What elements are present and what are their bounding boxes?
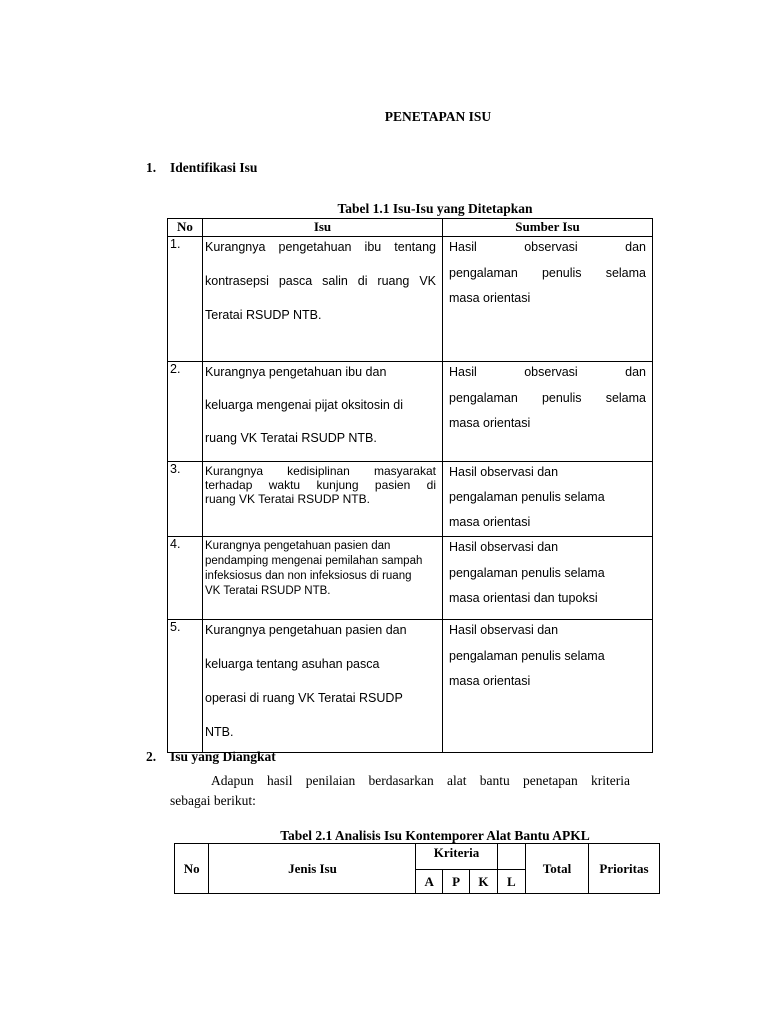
header-total: Total	[526, 844, 589, 894]
issue-text-line: operasi di ruang VK Teratai RSUDP	[205, 691, 403, 705]
source-text-line: Hasil observasi dan	[449, 540, 559, 554]
table-2-caption: Tabel 2.1 Analisis Isu Kontemporer Alat Bantu APKL	[280, 828, 590, 843]
criteria-k: K	[470, 870, 497, 894]
section-1-heading: Identifikasi Isu	[170, 160, 258, 175]
issue-cell	[203, 462, 443, 537]
paragraph-line: Adapun hasil penilaian berdasarkan alat bantu penetapan kriteria	[211, 773, 630, 788]
source-text-line: pengalaman penulis selama	[449, 391, 646, 405]
source-text-line: pengalaman penulis selama	[449, 490, 605, 504]
issue-text-line: keluarga tentang asuhan pasca	[205, 657, 380, 671]
criteria-l: L	[497, 870, 525, 894]
apkl-analysis-table	[174, 843, 660, 894]
row-number: 1.	[168, 237, 203, 362]
header-blank	[497, 844, 525, 870]
paragraph-line: sebagai berikut:	[170, 793, 256, 808]
section-2-number: 2.	[146, 749, 157, 764]
source-cell	[443, 620, 653, 753]
source-text-line: pengalaman penulis selama	[449, 649, 605, 663]
row-number: 2.	[168, 362, 203, 462]
table-row	[168, 537, 653, 620]
table-row	[168, 462, 653, 537]
issue-text-line: pendamping mengenai pemilahan sampah	[205, 555, 423, 567]
source-cell	[443, 362, 653, 462]
header-jenis-isu: Jenis Isu	[209, 844, 416, 894]
issue-text-line: Kurangnya pengetahuan pasien dan	[205, 540, 391, 552]
header-sumber-isu: Sumber Isu	[443, 219, 653, 237]
issue-text-line: kontrasepsi pasca salin di ruang VK	[205, 274, 436, 288]
issue-text-line: Kurangnya kedisiplinan masyarakat	[205, 464, 436, 478]
source-text-line: Hasil observasi dan	[449, 240, 646, 254]
source-text-line: Hasil observasi dan	[449, 365, 646, 379]
issue-text-line: Kurangnya pengetahuan ibu tentang	[205, 240, 436, 254]
section-1-number: 1.	[146, 160, 157, 175]
source-text-line: Hasil observasi dan	[449, 623, 559, 637]
issue-text-line: ruang VK Teratai RSUDP NTB.	[205, 431, 377, 445]
header-kriteria: Kriteria	[416, 844, 497, 870]
issue-text-line: terhadap waktu kunjung pasien di	[205, 478, 436, 492]
source-text-line: masa orientasi	[449, 291, 531, 305]
issues-table	[167, 218, 653, 753]
table-1-caption: Tabel 1.1 Isu-Isu yang Ditetapkan	[337, 201, 533, 216]
section-2-heading: Isu yang Diangkat	[170, 749, 276, 764]
source-text-line: pengalaman penulis selama	[449, 566, 605, 580]
source-cell	[443, 237, 653, 362]
issue-cell	[203, 620, 443, 753]
source-text-line: masa orientasi	[449, 674, 531, 688]
table-row	[168, 620, 653, 753]
issue-cell	[203, 237, 443, 362]
header-isu: Isu	[203, 219, 443, 237]
table-header-row	[168, 219, 653, 237]
source-cell	[443, 462, 653, 537]
issue-text-line: infeksiosus dan non infeksiosus di ruang	[205, 570, 412, 582]
row-number: 4.	[168, 537, 203, 620]
header-no: No	[175, 844, 209, 894]
issue-text-line: Kurangnya pengetahuan pasien dan	[205, 623, 407, 637]
source-text-line: pengalaman penulis selama	[449, 266, 646, 280]
issue-cell	[203, 537, 443, 620]
header-prioritas: Prioritas	[588, 844, 659, 894]
issue-text-line: Kurangnya pengetahuan ibu dan	[205, 365, 387, 379]
source-text-line: Hasil observasi dan	[449, 465, 559, 479]
issue-text-line: NTB.	[205, 725, 234, 739]
table-row	[168, 237, 653, 362]
source-cell	[443, 537, 653, 620]
criteria-a: A	[416, 870, 442, 894]
issue-text-line: Teratai RSUDP NTB.	[205, 308, 322, 322]
header-no: No	[168, 219, 203, 237]
source-text-line: masa orientasi	[449, 416, 531, 430]
issue-text-line: keluarga mengenai pijat oksitosin di	[205, 398, 404, 412]
criteria-p: P	[442, 870, 469, 894]
source-text-line: masa orientasi	[449, 515, 531, 529]
table-row	[168, 362, 653, 462]
issue-text-line: ruang VK Teratai RSUDP NTB.	[205, 492, 370, 506]
row-number: 5.	[168, 620, 203, 753]
source-text-line: masa orientasi dan tupoksi	[449, 591, 598, 605]
issue-text-line: VK Teratai RSUDP NTB.	[205, 585, 331, 597]
page-title: PENETAPAN ISU	[384, 109, 492, 124]
table-header-row	[175, 844, 660, 870]
row-number: 3.	[168, 462, 203, 537]
issue-cell	[203, 362, 443, 462]
